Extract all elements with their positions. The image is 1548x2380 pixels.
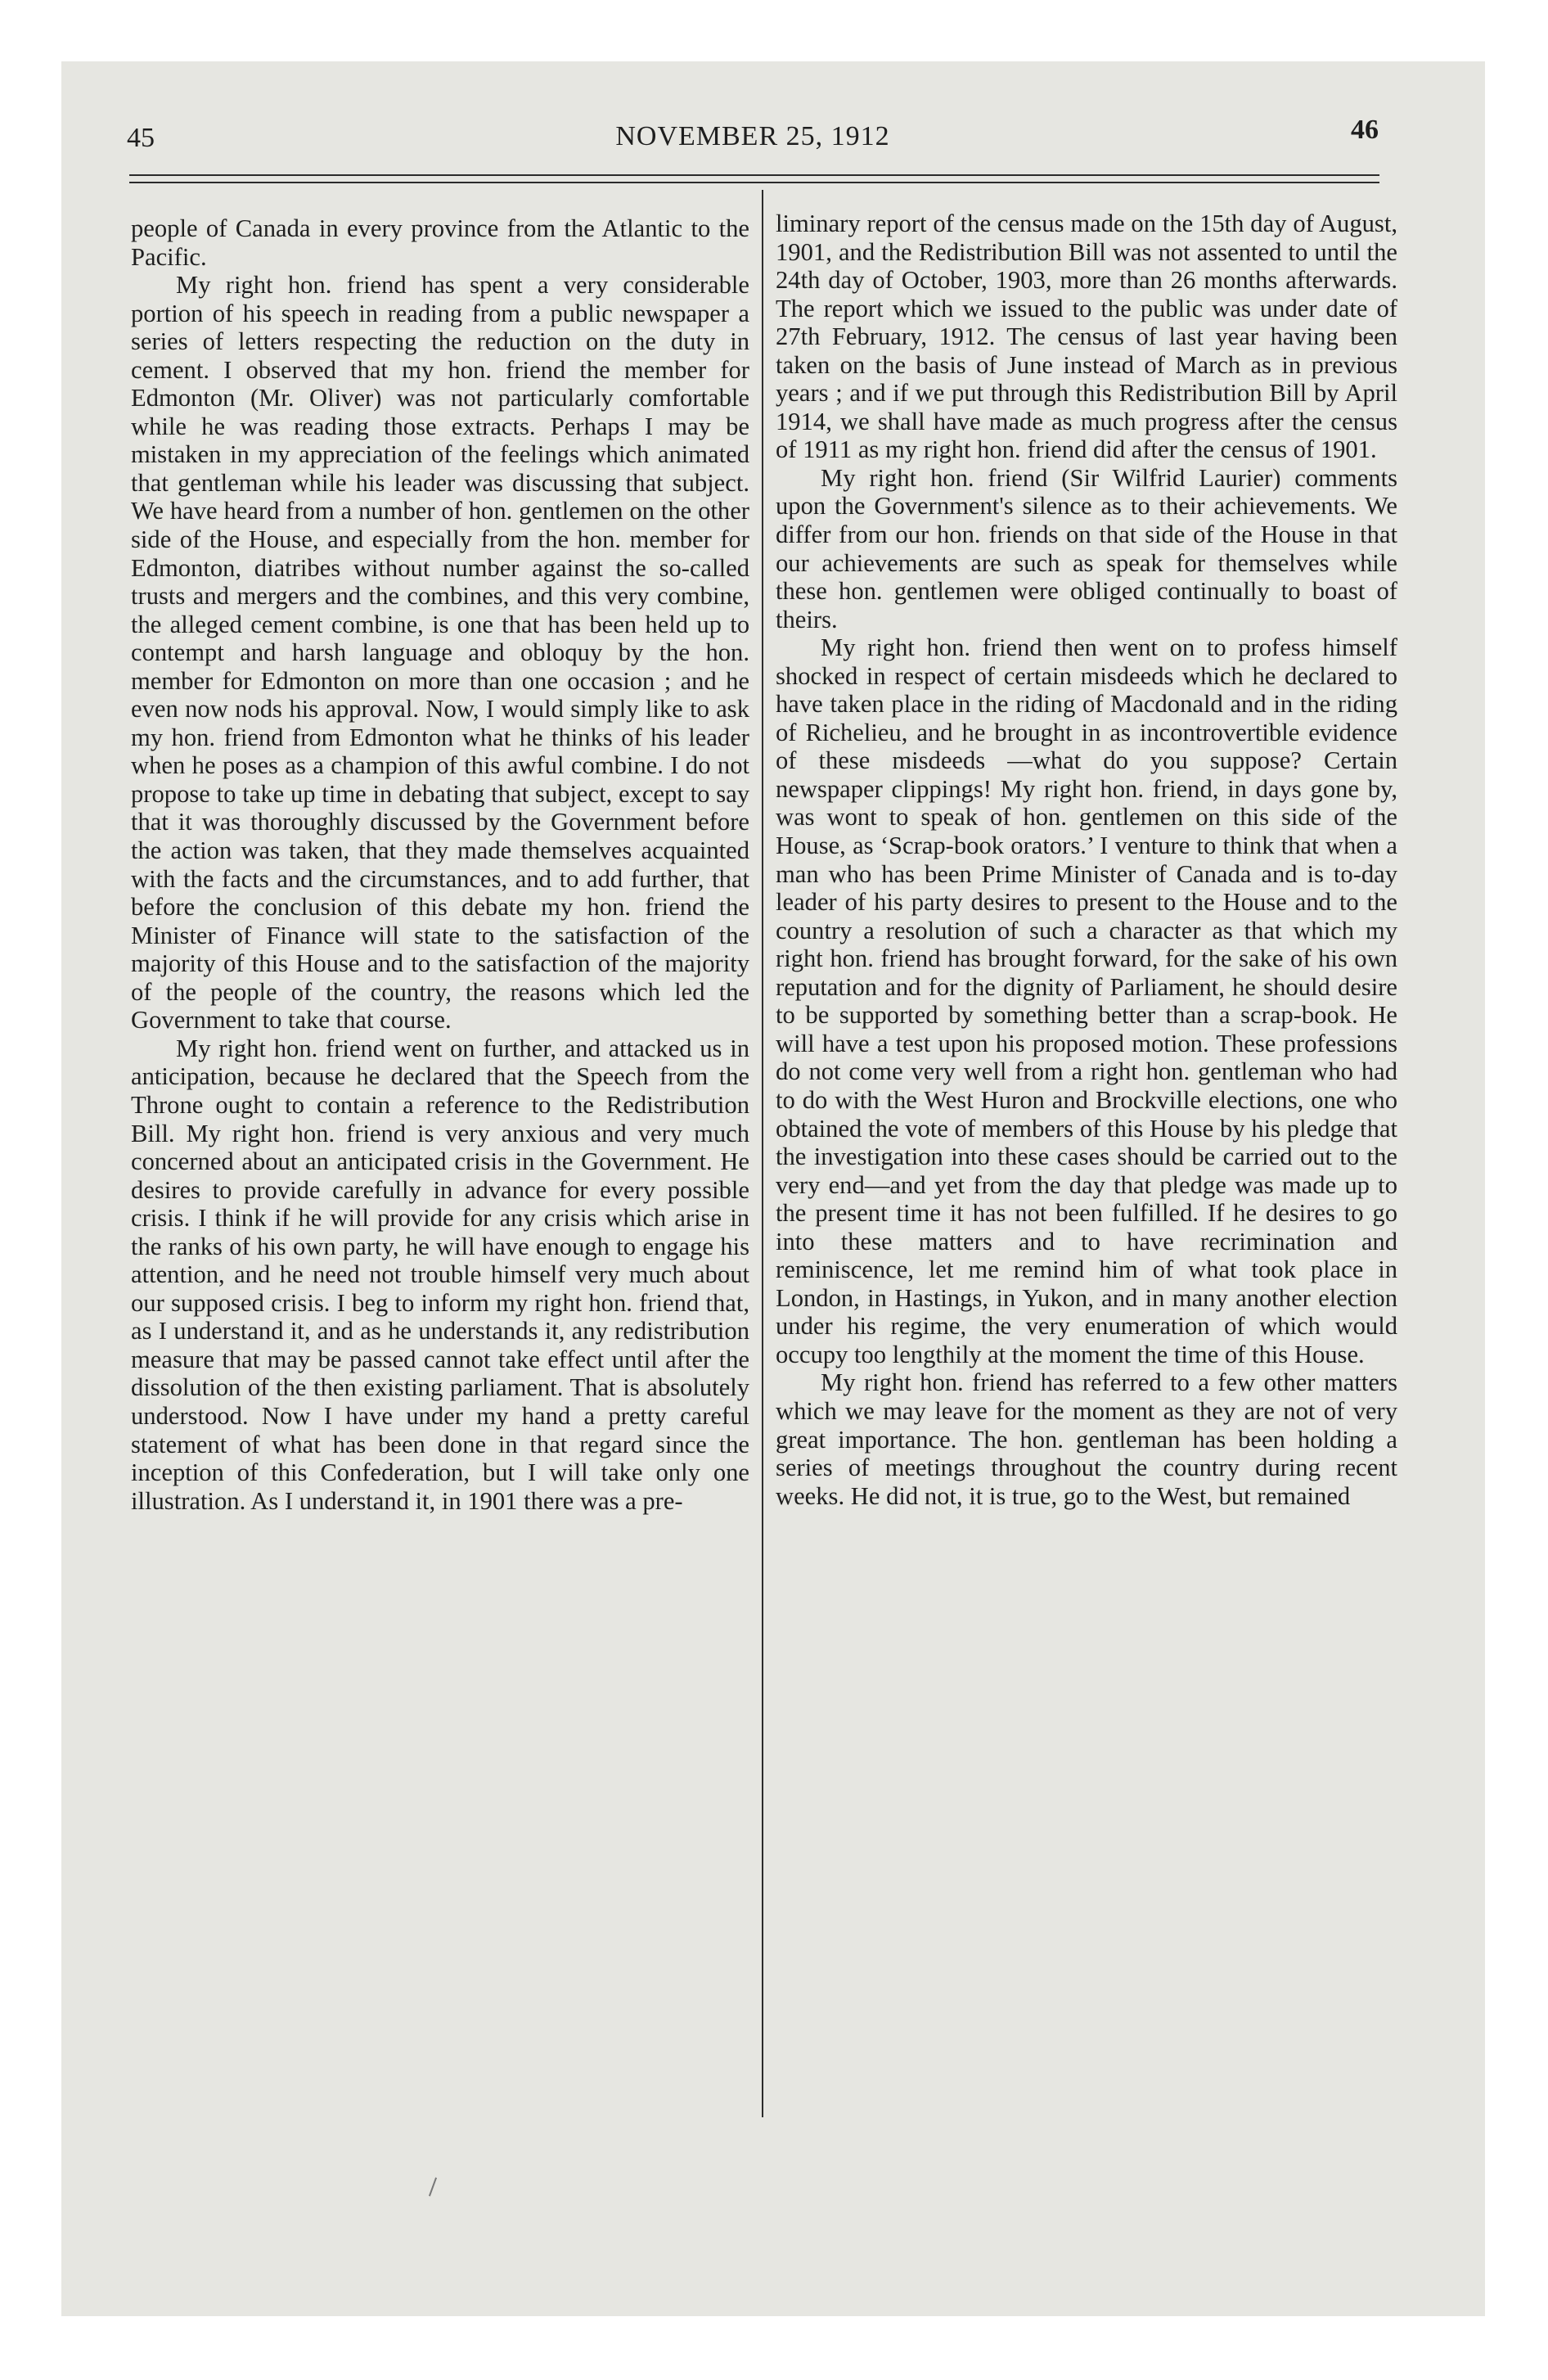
paragraph: My right hon. friend then went on to profess himself shocked in respect of certain misdeeds which he declared to have taken place in the riding of Macdonald and in the riding of Richelieu, and he brought in as incontrovertible evidence of these misdeeds —what do you suppose? Certain newspaper clippings! My right hon. friend, in days gone by, was wont to speak of hon. gentlemen on this side of the House, as ‘Scrap-book orators.’ I venture to think that when a man who has been Prime Minister of Canada and is to-day leader of his party desires to present to the House and to the country a resolution of such a character as that which my right hon. friend has brought forward, for the sake of his own reputation and for the dignity of Parliament, he should desire to be supported by something better than a scrap-book. He will have a test upon his proposed motion. These professions do not come very well from a right hon. gentleman who had to do with the West Huron and Brockville elections, one who obtained the vote of members of this House by his pledge that the investigation into these cases should be carried out to the very end—and yet from the day that pledge was made up to the present time it has not been fulfilled. If he desires to go into these matters and to have recrimination and reminiscence, let me remind him of what took place in London, in Hastings, in Yukon, and in many another election under his regime, the very enumeration of which would occupy too lengthily at the moment the time of this House. xyxy=(776,633,1397,1368)
header-rule-top xyxy=(129,174,1379,176)
paragraph: people of Canada in every province from the Atlantic to the Pacific. xyxy=(131,214,749,271)
paragraph: My right hon. friend went on further, and attacked us in anticipation, because he declared that the Speech from the Throne ought to contain a reference to the Redistribution Bill. My right hon. friend is very anxious and very much concerned about an anticipated crisis in the Government. He desires to provide carefully in advance for every possible crisis. I think if he will provide for any crisis which arise in the ranks of his own party, he will have enough to engage his attention, and he need not trouble himself very much about our supposed crisis. I beg to inform my right hon. friend that, as I understand it, and as he understands it, any redistribution measure that may be passed cannot take effect until after the dissolution of the then existing parliament. That is absolutely understood. Now I have under my hand a pretty careful statement of what has been done in that regard since the inception of this Confederation, but I will take only one illustration. As I understand it, in 1901 there was a pre- xyxy=(131,1034,749,1515)
column-divider xyxy=(762,190,763,2117)
paragraph: liminary report of the census made on the 15th day of August, 1901, and the Redistribution Bill was not assented to until the 24th day of October, 1903, more than 26 months afterwards. The report which we issued to the public was under date of 27th February, 1912. The census of last year having been taken on the basis of June instead of March as in previous years ; and if we put through this Redistribution Bill by April 1914, we shall have made as much progress after the census of 1911 as my right hon. friend did after the census of 1901. xyxy=(776,210,1397,464)
page-number-left: 45 xyxy=(127,123,155,153)
page-number-right: 46 xyxy=(1351,115,1379,145)
page-date: NOVEMBER 25, 1912 xyxy=(615,121,890,151)
left-column xyxy=(131,214,749,1515)
paragraph: My right hon. friend (Sir Wilfrid Laurier) comments upon the Government's silence as to their achievements. We differ from our hon. friends on that side of the House in that our achievements are such as speak for themselves while these hon. gentlemen were obliged continually to boast of theirs. xyxy=(776,463,1397,633)
paragraph: My right hon. friend has spent a very considerable portion of his speech in reading from a public newspaper a series of letters respecting the reduction on the duty in cement. I observed that my hon. friend the member for Edmonton (Mr. Oliver) was not particularly comfortable while he was reading those extracts. Perhaps I may be mistaken in my appreciation of the feelings which animated that gentleman while his leader was discussing that subject. We have heard from a number of hon. gentlemen on the other side of the House, and especially from the hon. member for Edmonton, diatribes without number against the so-called trusts and mergers and the combines, and this very combine, the alleged cement combine, is one that has been held up to contempt and harsh language and obloquy by the hon. member for Edmonton on more than one occasion ; and he even now nods his approval. Now, I would simply like to ask my hon. friend from Edmonton what he thinks of his leader when he poses as a champion of this awful combine. I do not propose to take up time in debating that subject, except to say that it was thoroughly discussed by the Government before the action was taken, that they made themselves acquainted with the facts and the circumstances, and to add further, that before the conclusion of this debate my hon. friend the Minister of Finance will state to the satisfaction of the majority of this House and to the satisfaction of the majority of the people of the country, the reasons which led the Government to take that course. xyxy=(131,271,749,1034)
page-header xyxy=(127,115,1379,164)
right-column xyxy=(776,210,1397,1510)
paragraph: My right hon. friend has referred to a few other matters which we may leave for the moment as they are not of very great importance. The hon. gentleman has been holding a series of meetings throughout the country during recent weeks. He did not, it is true, go to the West, but remained xyxy=(776,1368,1397,1510)
header-rule-bottom xyxy=(129,182,1379,183)
